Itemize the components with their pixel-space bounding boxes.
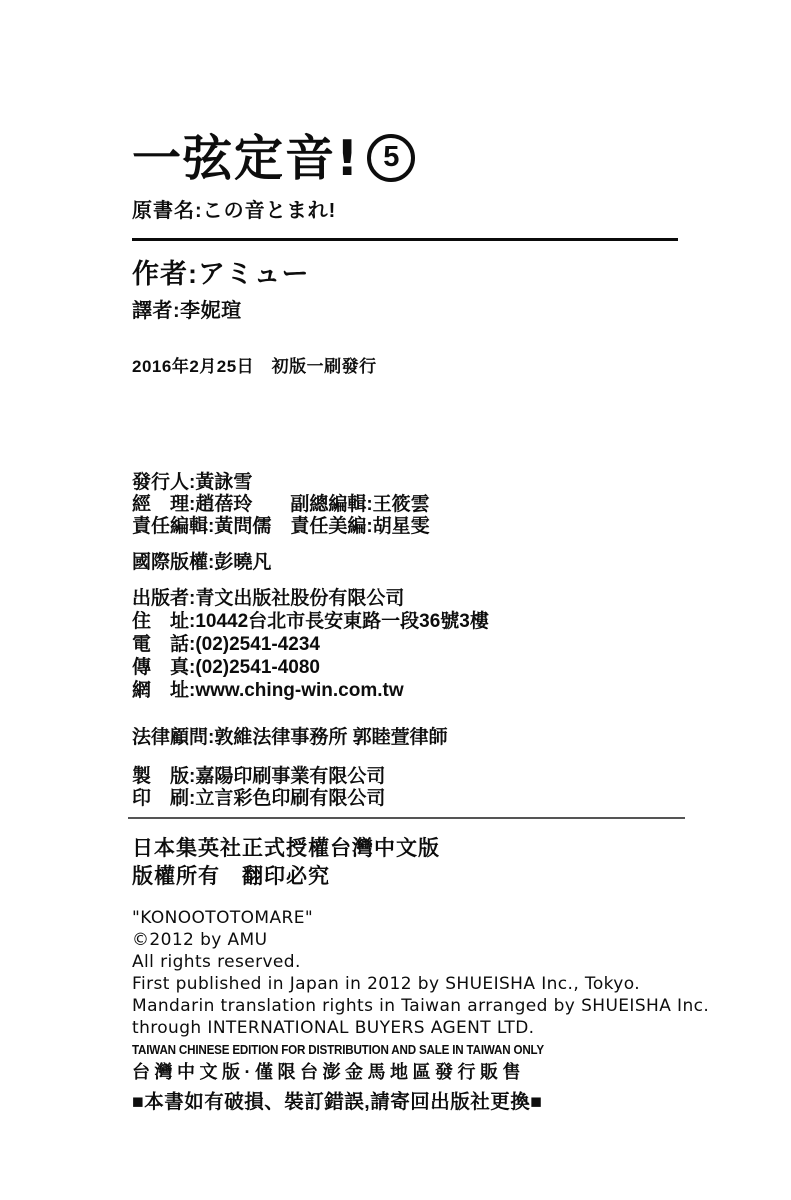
staff-manager-and-deputy-editor: 經 理:趙蓓玲 副總編輯:王筱雲 bbox=[132, 494, 430, 516]
romanized-title: "KONOOTOTOMARE" bbox=[132, 908, 314, 929]
author-line: 作者:アミュー bbox=[132, 259, 310, 289]
divider-top bbox=[132, 238, 678, 241]
all-rights-zh-line: 版權所有 翻印必究 bbox=[132, 863, 330, 889]
copyright-year: ©2012 by AMU bbox=[132, 930, 268, 951]
first-published: First published in Japan in 2012 by SHUEISHA Inc., Tokyo. bbox=[132, 974, 641, 995]
plate-making: 製 版:嘉陽印刷事業有限公司 bbox=[132, 766, 386, 788]
original-title: 原書名:この音とまれ! bbox=[132, 200, 337, 222]
staff-editor-and-art-editor: 責任編輯:黃問儒 責任美編:胡星雯 bbox=[132, 516, 430, 538]
taiwan-only-notice-zh: 台灣中文版·僅限台澎金馬地區發行販售 bbox=[132, 1062, 525, 1083]
publisher-phone: 電 話:(02)2541-4234 bbox=[132, 634, 320, 656]
authorized-edition-line: 日本集英社正式授權台灣中文版 bbox=[132, 835, 440, 861]
publisher-block bbox=[132, 587, 731, 702]
staff-block bbox=[132, 472, 731, 574]
printing: 印 刷:立言彩色印刷有限公司 bbox=[132, 788, 386, 810]
publisher-address: 住 址:10442台北市長安東路一段36號3樓 bbox=[132, 611, 489, 633]
staff-international-rights: 國際版權:彭曉凡 bbox=[132, 552, 272, 574]
rights-reserved: All rights reserved. bbox=[132, 952, 301, 973]
publisher-website: 網 址:www.ching-win.com.tw bbox=[132, 680, 404, 702]
book-title: 一弦定音! bbox=[132, 130, 361, 187]
edition-date: 2016年2月25日 初版一刷發行 bbox=[132, 357, 377, 377]
defect-return-notice: ■本書如有破損、裝訂錯誤,請寄回出版社更換■ bbox=[132, 1091, 543, 1114]
legal-advisor: 法律顧問:敦維法律事務所 郭睦萱律師 bbox=[132, 727, 448, 749]
spacer bbox=[132, 538, 731, 552]
divider-bottom bbox=[128, 817, 685, 819]
taiwan-only-notice-en: TAIWAN CHINESE EDITION FOR DISTRIBUTION AND SALE IN TAIWAN ONLY bbox=[132, 1043, 544, 1058]
through-agent: through INTERNATIONAL BUYERS AGENT LTD. bbox=[132, 1018, 535, 1039]
publisher-fax: 傳 真:(02)2541-4080 bbox=[132, 657, 320, 679]
mandarin-rights: Mandarin translation rights in Taiwan arranged by SHUEISHA Inc. bbox=[132, 996, 710, 1017]
book-title-row bbox=[132, 130, 731, 187]
english-copyright-block bbox=[132, 907, 731, 1039]
chinese-copyright-block bbox=[132, 834, 731, 890]
translator-line: 譯者:李妮瑄 bbox=[132, 300, 242, 323]
volume-badge: 5 bbox=[367, 134, 415, 182]
staff-publisher-person: 發行人:黃詠雪 bbox=[132, 472, 253, 494]
publisher-company: 出版者:青文出版社股份有限公司 bbox=[132, 588, 405, 610]
production-block bbox=[132, 766, 731, 810]
